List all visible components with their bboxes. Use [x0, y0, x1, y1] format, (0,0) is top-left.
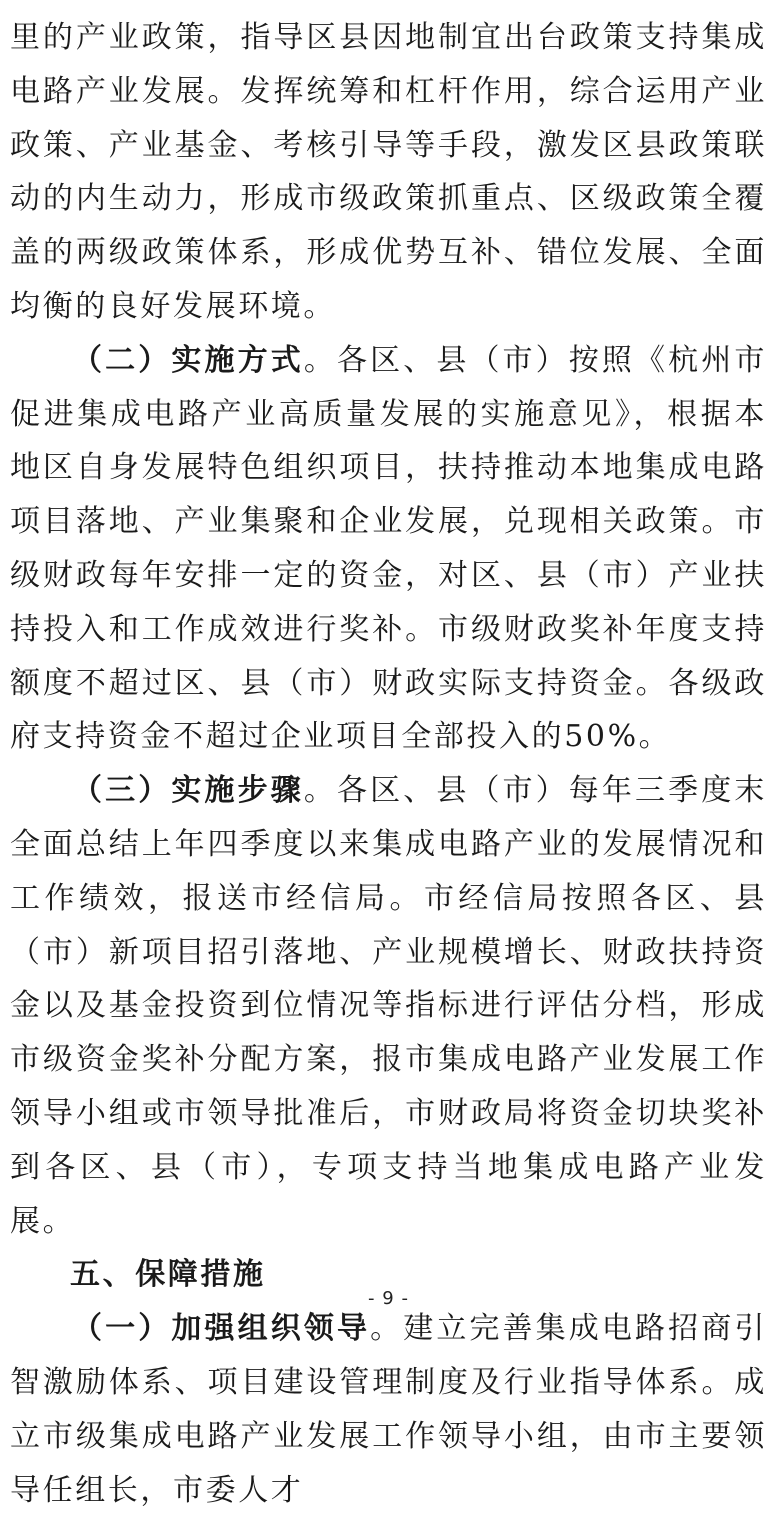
page-number: - 9 -	[368, 1288, 409, 1309]
paragraph-implementation-steps	[10, 764, 767, 1248]
paragraph-text: 。各区、县（市）每年三季度末全面总结上年四季度以来集成电路产业的发展情况和工作绩效，报送市经信局。市经信局按照各区、县（市）新项目招引落地、产业规模增长、财政扶持资金以及基金投资到位情况等指标进行评估分档，形成市级资金奖补分配方案，报市集成电路产业发展工作领导小组或市领导批准后，市财政局将资金切块奖补到各区、县（市），专项支持当地集成电路产业发展。	[10, 773, 767, 1239]
section-heading-safeguards: 五、保障措施	[70, 1257, 266, 1293]
paragraph-text: 。各区、县（市）按照《杭州市促进集成电路产业高质量发展的实施意见》，根据本地区自身发展特色组织项目，扶持推动本地集成电路项目落地、产业集聚和企业发展，兑现相关政策。市级财政每年安排一定的资金，对区、县（市）产业扶持投入和工作成效进行奖补。市级财政奖补年度支持额度不超过区、县（市）财政实际支持资金。各级政府支持资金不超过企业项目全部投入的50%。	[10, 342, 767, 755]
section-title-organizational-leadership: （一）加强组织领导	[72, 1311, 371, 1347]
section-title-implementation-method: （二）实施方式	[72, 342, 304, 378]
paragraph-implementation-method	[10, 334, 767, 764]
section-title-implementation-steps: （三）实施步骤	[72, 773, 304, 809]
paragraph-text: 。建立完善集成电路招商引智激励体系、项目建设管理制度及行业指导体系。成立市级集成电路产业发展工作领导小组，由市主要领导任组长，市委人才	[10, 1311, 767, 1508]
paragraph-policy-continuation	[10, 11, 767, 334]
paragraph-text: 里的产业政策，指导区县因地制宜出台政策支持集成电路产业发展。发挥统筹和杠杆作用，综合运用产业政策、产业基金、考核引导等手段，激发区县政策联动的内生动力，形成市级政策抓重点、区级政策全覆盖的两级政策体系，形成优势互补、错位发展、全面均衡的良好发展环境。	[10, 20, 767, 324]
paragraph-organizational-leadership	[10, 1302, 767, 1517]
